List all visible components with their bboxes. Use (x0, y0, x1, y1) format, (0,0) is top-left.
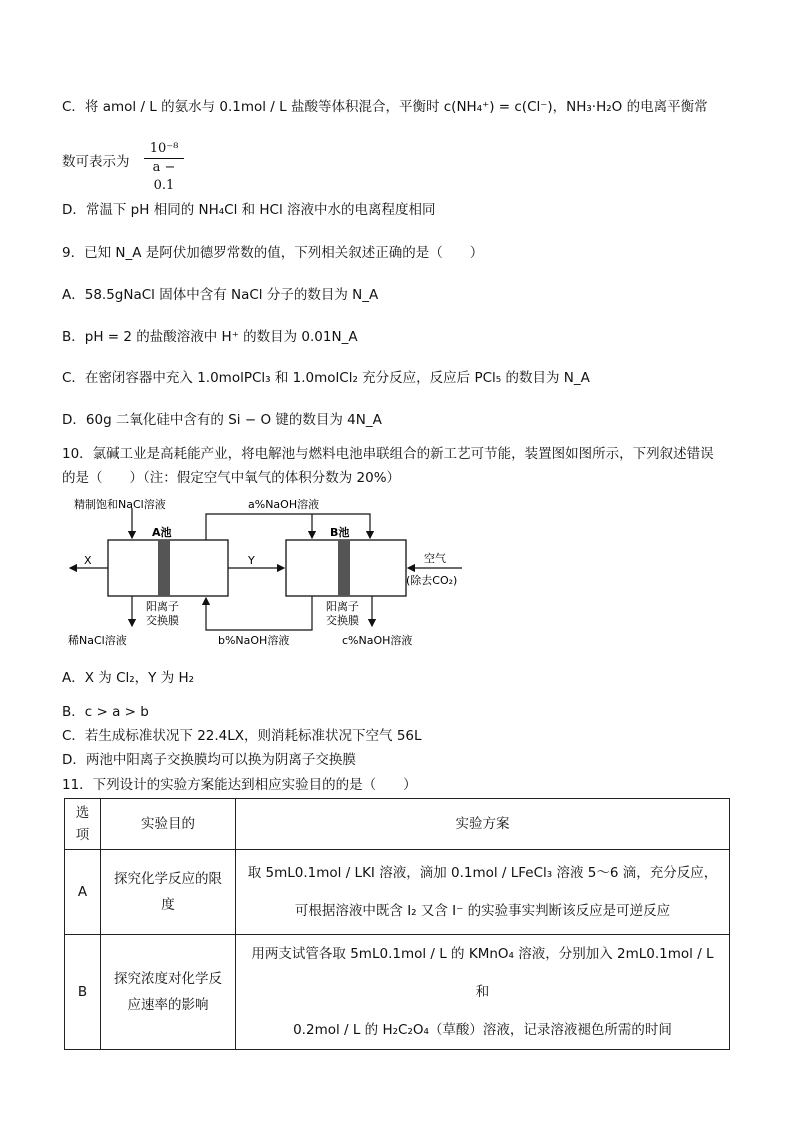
q8-option-c-fraction (142, 140, 186, 195)
table-header-row (65, 799, 730, 850)
row-a-goal: 探究化学反应的限度 (101, 850, 236, 935)
header-plan: 实验方案 (236, 799, 730, 850)
q9-option-d: D．60g 二氧化硅中含有的 Si − O 键的数目为 4N_A (62, 412, 382, 428)
fraction-denominator: a − 0.1 (152, 160, 176, 193)
experiment-table (64, 798, 730, 1050)
q9-option-b: B．pH = 2 的盐酸溶液中 H⁺ 的数目为 0.01N_A (62, 329, 358, 345)
header-option: 选项 (65, 799, 101, 850)
label-feed-nacl: 精制饱和NaCl溶液 (74, 498, 166, 511)
electrolysis-fuel-cell-diagram (62, 494, 482, 654)
q11-stem: 11．下列设计的实验方案能达到相应实验目的的是（ ） (62, 777, 417, 793)
row-b-plan (236, 935, 730, 1050)
q10-stem-line1: 10．氯碱工业是高耗能产业，将电解池与燃料电池串联组合的新工艺可节能，装置图如图所示，下列叙述错误 (62, 446, 714, 462)
q8-option-c-line1: C．将 amol / L 的氨水与 0.1mol / L 盐酸等体积混合，平衡时 c(NH₄⁺) = c(Cl⁻)，NH₃·H₂O 的电离平衡常 (62, 99, 708, 115)
row-a-plan-line1: 取 5mL0.1mol / LKI 溶液，滴加 0.1mol / LFeCl₃ 溶液 5～6 滴，充分反应， (247, 865, 718, 881)
q9-option-c: C．在密闭容器中充入 1.0molPCl₃ 和 1.0molCl₂ 充分反应，反应后 PCl₅ 的数目为 N_A (62, 370, 590, 386)
label-y: Y (248, 554, 255, 567)
row-b-option: B (65, 935, 101, 1050)
row-b-plan-line1: 用两支试管各取 5mL0.1mol / L 的 KMnO₄ 溶液，分别加入 2mL0.1mol / L 和 (251, 946, 714, 1000)
label-membrane-a-1: 阳离子 (146, 600, 179, 613)
label-membrane-b-1: 阳离子 (326, 600, 359, 613)
label-membrane-b-2: 交换膜 (326, 614, 359, 627)
table-row (65, 850, 730, 935)
row-a-plan-line2: 可根据溶液中既含 I₂ 又含 I⁻ 的实验事实判断该反应是可逆反应 (294, 903, 671, 919)
row-b-plan-line2: 0.2mol / L 的 H₂C₂O₄（草酸）溶液，记录溶液褪色所需的时间 (293, 1022, 672, 1038)
table-row (65, 935, 730, 1050)
label-c-naoh: c%NaOH溶液 (342, 634, 413, 647)
q8-option-d: D．常温下 pH 相同的 NH₄Cl 和 HCl 溶液中水的电离程度相同 (62, 202, 436, 218)
label-pool-b: B池 (330, 526, 350, 539)
q10-option-d: D．两池中阳离子交换膜均可以换为阴离子交换膜 (62, 752, 356, 768)
fraction-numerator: 10⁻⁸ (149, 141, 179, 156)
membrane-b (338, 540, 350, 596)
label-air-note: (除去CO₂) (406, 574, 458, 587)
label-air: 空气 (424, 552, 446, 565)
label-pool-a: A池 (152, 526, 172, 539)
q8-option-c-line2: 数可表示为 (62, 154, 130, 170)
membrane-a (158, 540, 170, 596)
label-a-naoh: a%NaOH溶液 (248, 498, 320, 511)
q10-option-b: B．c > a > b (62, 704, 149, 720)
label-b-naoh: b%NaOH溶液 (218, 634, 290, 647)
label-x: X (84, 554, 92, 567)
q10-option-c: C．若生成标准状况下 22.4LX，则消耗标准状况下空气 56L (62, 728, 422, 744)
row-a-option: A (65, 850, 101, 935)
q9-stem: 9．已知 N_A 是阿伏加德罗常数的值，下列相关叙述正确的是（ ） (62, 245, 484, 261)
row-b-goal: 探究浓度对化学反应速率的影响 (101, 935, 236, 1050)
header-goal: 实验目的 (101, 799, 236, 850)
label-membrane-a-2: 交换膜 (146, 614, 179, 627)
label-dilute-nacl: 稀NaCl溶液 (68, 634, 127, 647)
q10-stem-line2: 的是（ ）（注：假定空气中氧气的体积分数为 20%） (62, 470, 401, 486)
q9-option-a: A．58.5gNaCl 固体中含有 NaCl 分子的数目为 N_A (62, 287, 379, 303)
row-a-plan (236, 850, 730, 935)
q10-option-a: A．X 为 Cl₂，Y 为 H₂ (62, 670, 195, 686)
